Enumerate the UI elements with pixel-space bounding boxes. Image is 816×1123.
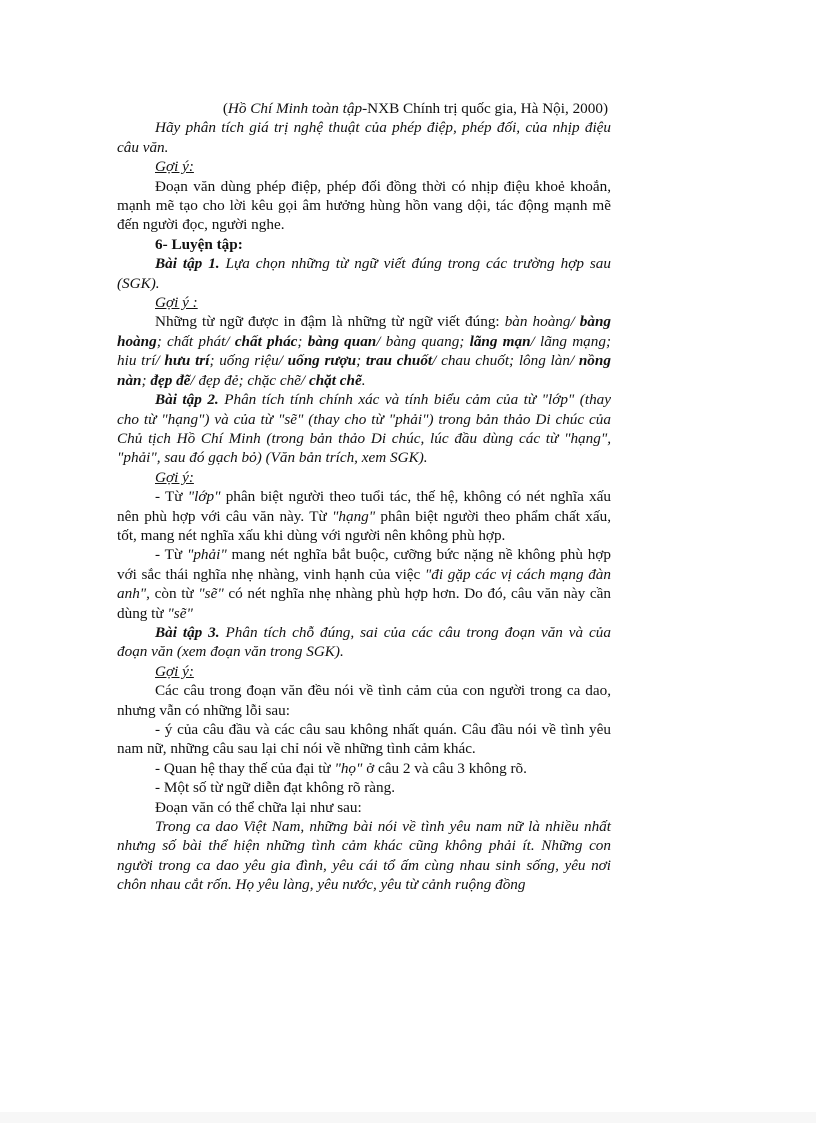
text-run: , còn từ xyxy=(146,585,199,603)
word-option: hưu trí xyxy=(164,352,210,370)
text-run: phân biệt người theo tuổi tác, thế hệ, không có nét nghĩa xấu nên phù hợp với câu văn này. Từ xyxy=(117,488,612,525)
text-run: - Từ xyxy=(155,546,187,564)
word-separator: / xyxy=(155,352,165,370)
exercise-1-label: Bài tập 1. xyxy=(155,255,220,273)
citation-open: ( xyxy=(222,100,228,117)
exercise-2-bullet-2 xyxy=(117,545,611,623)
word-option: trau chuốt xyxy=(365,352,433,370)
text-run: phân biệt người theo phẩm chất xấu, tốt, mang nét nghĩa xấu khi dùng với người nên không phù hợp. xyxy=(117,507,611,544)
word-option: nồng nàn xyxy=(117,352,611,389)
word-separator: ; xyxy=(459,332,470,350)
exercise-1-answer xyxy=(117,312,611,390)
word-separator: / xyxy=(300,371,309,389)
word-separator: / xyxy=(432,352,442,370)
text-run: mang nét nghĩa bắt buộc, cưỡng bức nặng nề không phù hợp với sắc thái nghĩa nhẹ nhàng, vinh hạnh của việc xyxy=(117,546,612,583)
exercise-3-error-2 xyxy=(117,759,611,778)
exercise-3-error-3: - Một số từ ngữ diễn đạt không rõ ràng. xyxy=(155,779,396,797)
word-separator: / xyxy=(569,352,579,370)
word-option: bàng hoàng xyxy=(117,313,611,350)
word-option: hiu trí xyxy=(117,352,156,370)
text-run: - Quan hệ thay thế của đại từ xyxy=(155,759,335,777)
question-text: Hãy phân tích giá trị nghệ thuật của phép điệp, phép đối, của nhịp điệu câu văn. xyxy=(117,119,611,156)
exercise-3-error-1: - ý của câu đầu và các câu sau không nhất quán. Câu đầu nói về tình yêu nam nữ, những câu sau lại chỉ nói về những tình cảm khác. xyxy=(117,721,611,758)
word-option: lông làn xyxy=(518,352,570,370)
exercise-1-answer-intro: Những từ ngữ được in đậm là những từ ngữ viết đúng: xyxy=(155,313,505,331)
word-option: uống rượu xyxy=(287,352,357,370)
word-separator: ; xyxy=(209,352,220,370)
exercise-3-label: Bài tập 3. xyxy=(155,623,220,641)
exercise-3-fix-intro: Đoạn văn có thể chữa lại như sau: xyxy=(155,798,362,816)
quoted-phrase: "đi gặp các vị cách mạng đàn anh" xyxy=(117,565,611,603)
quoted-word: "sẽ" xyxy=(198,585,224,603)
word-separator: ; xyxy=(141,371,151,389)
word-separator: . xyxy=(361,371,366,389)
quoted-word: "họ" xyxy=(334,759,363,777)
word-separator: / xyxy=(190,371,199,389)
exercise-3-text: Phân tích chỗ đúng, sai của các câu trong đoạn văn và của đoạn văn (xem đoạn văn trong SGK). xyxy=(117,623,611,661)
document-page xyxy=(117,99,611,895)
word-option: chau chuốt xyxy=(441,352,510,370)
exercise-1-hint-label-text: Gợi ý : xyxy=(155,294,198,312)
quoted-word: "sẽ" xyxy=(167,604,193,622)
exercise-2-hint-label xyxy=(117,468,611,487)
exercise-1-hint-label xyxy=(117,293,611,312)
text-run: có nét nghĩa nhẹ nhàng phù hợp hơn. Do đó, câu văn này cần dùng từ xyxy=(117,585,611,622)
citation-publisher: -NXB Chính trị quốc gia, Hà Nội, 2000) xyxy=(362,100,608,117)
word-option: bàng quan xyxy=(307,332,377,350)
word-separator: / xyxy=(530,332,540,350)
exercise-1-prompt xyxy=(117,254,611,293)
hint-label xyxy=(117,157,611,176)
word-option: chất phát xyxy=(166,332,226,350)
quoted-word: "hạng" xyxy=(332,507,376,525)
quoted-word: "lớp" xyxy=(187,488,221,506)
word-separator: ; xyxy=(605,332,612,350)
page-bottom-strip xyxy=(0,1112,816,1123)
word-option: chất phác xyxy=(234,332,298,350)
word-separator: / xyxy=(278,352,288,370)
word-separator: / xyxy=(376,332,386,350)
word-option: lãng mạng xyxy=(539,332,606,350)
word-option: đẹp đẻ xyxy=(198,371,239,389)
exercise-3-intro: Các câu trong đoạn văn đều nói về tình cảm của con người trong ca dao, nhưng vẫn có những lỗi sau: xyxy=(117,682,611,719)
source-citation xyxy=(117,99,611,118)
hint-paragraph: Đoạn văn dùng phép điệp, phép đối đồng thời có nhịp điệu khoẻ khoắn, mạnh mẽ tạo cho lời kêu gọi âm hưởng hùng hồn vang dội, tác động mạnh mẽ đến người đọc, người nghe. xyxy=(117,177,611,234)
hint-label-text: Gợi ý: xyxy=(155,158,194,176)
exercise-2-text: Phân tích tính chính xác và tính biểu cảm của từ "lớp" (thay cho từ "hạng") và của từ "sẽ" (thay cho từ "phải") trong bản thảo Di chúc của Chủ tịch Hồ Chí Minh (trong bản thảo Di chúc, lúc đầu dùng các từ "hạng", "phải", sau đó gạch bỏ) (Văn bản trích, xem SGK). xyxy=(117,391,612,467)
word-separator: ; xyxy=(297,332,308,350)
word-separator: ; xyxy=(156,332,167,350)
word-separator: ; xyxy=(509,352,519,370)
word-option: lãng mạn xyxy=(469,332,531,350)
exercise-1-text: Lựa chọn những từ ngữ viết đúng trong các trường hợp sau (SGK). xyxy=(117,255,611,292)
word-option: chặc chẽ xyxy=(247,371,301,389)
citation-title: Hồ Chí Minh toàn tập xyxy=(227,100,363,117)
quoted-word: "phải" xyxy=(186,546,227,564)
word-separator: ; xyxy=(356,352,366,370)
exercise-3-fix-text: Trong ca dao Việt Nam, những bài nói về tình yêu nam nữ là nhiều nhất nhưng số bài thể hiện những tình cảm khác cũng không phải ít. Những con người trong ca dao yêu gia đình, yêu cái tổ ấm cùng nhau sinh sống, yêu nơi chôn nhau cắt rốn. Họ yêu làng, yêu nước, yêu từ cảnh ruộng đồng xyxy=(117,818,611,894)
exercise-3-hint-label-text: Gợi ý: xyxy=(155,662,194,680)
section-heading xyxy=(117,235,611,254)
exercise-2-bullet-1 xyxy=(117,487,611,545)
word-option: bàn hoàng xyxy=(504,313,571,331)
word-option: đẹp đẽ xyxy=(150,371,191,389)
exercise-2-hint-label-text: Gợi ý: xyxy=(155,468,194,486)
word-option: uống riệu xyxy=(219,352,279,370)
word-option: chặt chẽ xyxy=(308,371,362,389)
text-run: - Từ xyxy=(155,488,188,506)
exercise-3-hint-label xyxy=(117,662,611,681)
exercise-2-prompt xyxy=(117,390,611,468)
exercise-3-prompt xyxy=(117,623,611,662)
word-separator: ; xyxy=(238,371,248,389)
text-run: ở câu 2 và câu 3 không rõ. xyxy=(362,759,527,777)
word-option: bàng quang xyxy=(385,332,460,350)
section-heading-text: 6- Luyện tập: xyxy=(155,235,243,253)
exercise-2-label: Bài tập 2. xyxy=(155,391,219,409)
word-separator: / xyxy=(225,332,235,350)
word-separator: / xyxy=(570,313,580,331)
